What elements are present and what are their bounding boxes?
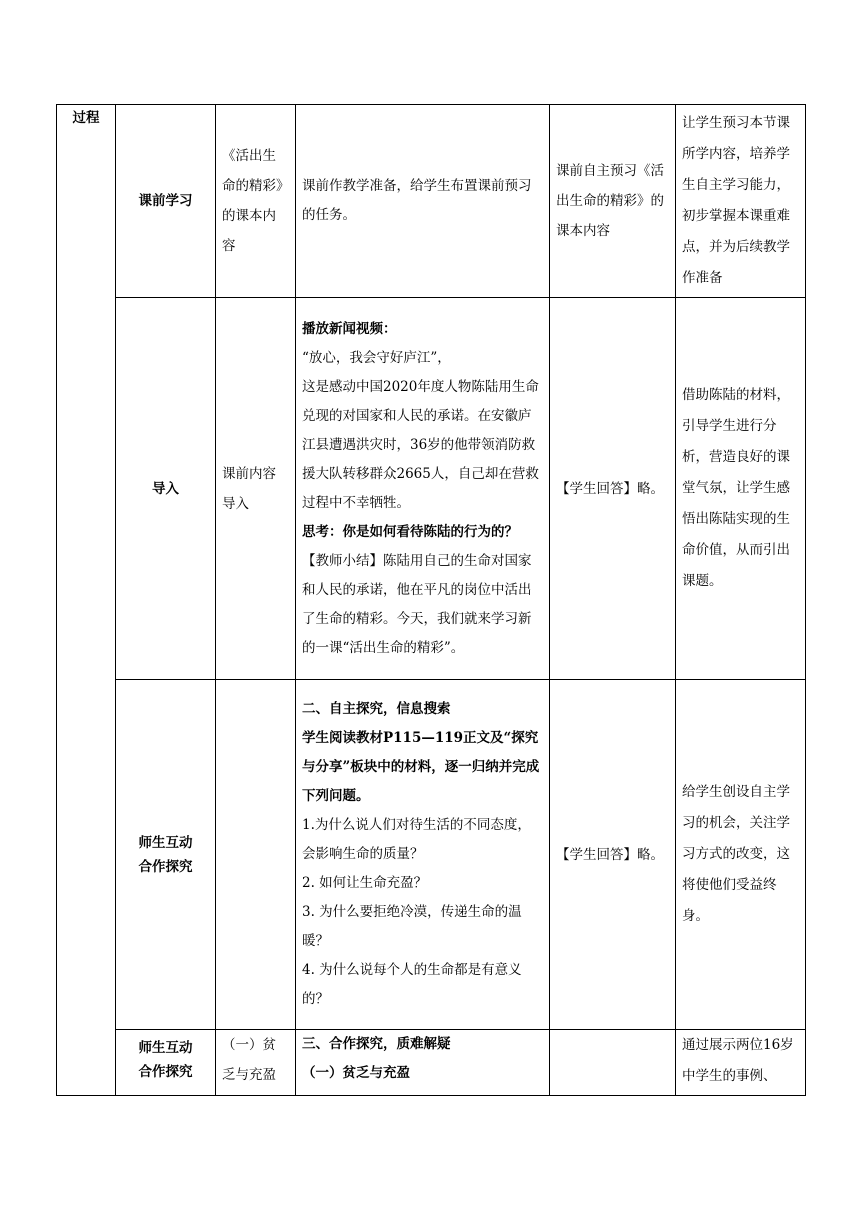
teacher-cell-pre-class — [296, 105, 550, 298]
intent-cell-self-explore: 给学生创设自主学习的机会，关注学习方式的改变，这将使他们受益终身。 — [676, 680, 806, 1030]
lesson-plan-table — [56, 104, 806, 1096]
row-self-explore — [57, 680, 806, 1030]
step-cell-pre-class — [116, 105, 216, 298]
content-cell-self-explore — [216, 680, 296, 1030]
teacher-paragraph: （一）贫乏与充盈 — [302, 1065, 410, 1081]
content-cell-intro: 课前内容导入 — [216, 298, 296, 680]
row-cooperative-explore — [57, 1030, 806, 1096]
teacher-cell-cooperative — [296, 1030, 550, 1096]
phase-cell: 过程 — [57, 105, 116, 1096]
teacher-paragraph: 4. 为什么说每个人的生命都是有意义的？ — [302, 962, 522, 1007]
step-label: 课前学习 — [138, 193, 193, 209]
step-cell-self-explore — [116, 680, 216, 1030]
student-cell-cooperative — [550, 1030, 676, 1096]
teacher-paragraph: 【教师小结】陈陆用自己的生命对国家和人民的承诺，他在平凡的岗位中活出了生命的精彩。今天，我们就来学习新的一课“活出生命的精彩”。 — [302, 552, 532, 656]
teacher-paragraph: 二、自主探究，信息搜索 — [302, 701, 451, 717]
teacher-cell-self-explore — [296, 680, 550, 1030]
teacher-paragraph: 这是感动中国2020年度人物陈陆用生命兑现的对国家和人民的承诺。在安徽庐江县遭遇洪灾时，36岁的他带领消防救援大队转移群众2665人，自己却在营救过程中不幸牺牲。 — [302, 378, 539, 511]
intent-cell-cooperative: 通过展示两位16岁中学生的事例、 — [676, 1030, 806, 1096]
teacher-paragraph: 2. 如何让生命充盈？ — [302, 875, 428, 891]
step-label: 合作探究 — [138, 858, 193, 875]
step-label: 合作探究 — [138, 1064, 193, 1080]
step-label: 师生互动 — [138, 834, 193, 851]
row-pre-class — [57, 105, 806, 298]
teacher-paragraph: 课前作教学准备，给学生布置课前预习的任务。 — [302, 178, 532, 223]
student-cell-self-explore: 【学生回答】略。 — [550, 680, 676, 1030]
step-label: 师生互动 — [138, 1040, 193, 1056]
teacher-paragraph: 1.为什么说人们对待生活的不同态度，会影响生命的质量？ — [302, 817, 531, 862]
student-cell-pre-class: 课前自主预习《活出生命的精彩》的课本内容 — [550, 105, 676, 298]
lesson-plan-sheet — [56, 104, 806, 1096]
content-cell-cooperative: （一）贫乏与充盈 — [216, 1030, 296, 1096]
intent-cell-pre-class: 让学生预习本节课所学内容，培养学生自主学习能力，初步掌握本课重难点，并为后续教学作准备 — [676, 105, 806, 298]
teacher-cell-intro — [296, 298, 550, 680]
step-label: 导入 — [152, 480, 179, 497]
teacher-paragraph: 思考：你是如何看待陈陆的行为的？ — [302, 523, 518, 540]
teacher-paragraph: 三、合作探究，质难解疑 — [302, 1036, 451, 1052]
teacher-paragraph: 学生阅读教材P115—119正文及“探究与分享”板块中的材料，逐一归纳并完成下列问题。 — [302, 730, 540, 804]
content-cell-pre-class: 《活出生命的精彩》的课本内容 — [216, 105, 296, 298]
step-cell-intro — [116, 298, 216, 680]
teacher-paragraph: 播放新闻视频： — [302, 320, 397, 337]
intent-cell-intro: 借助陈陆的材料，引导学生进行分析，营造良好的课堂气氛，让学生感悟出陈陆实现的生命价值，从而引出课题。 — [676, 298, 806, 680]
student-cell-intro: 【学生回答】略。 — [550, 298, 676, 680]
step-cell-cooperative — [116, 1030, 216, 1096]
row-intro — [57, 298, 806, 680]
teacher-paragraph: 3. 为什么要拒绝冷漠，传递生命的温暖？ — [302, 904, 522, 949]
teacher-paragraph: “放心，我会守好庐江”， — [302, 349, 451, 366]
